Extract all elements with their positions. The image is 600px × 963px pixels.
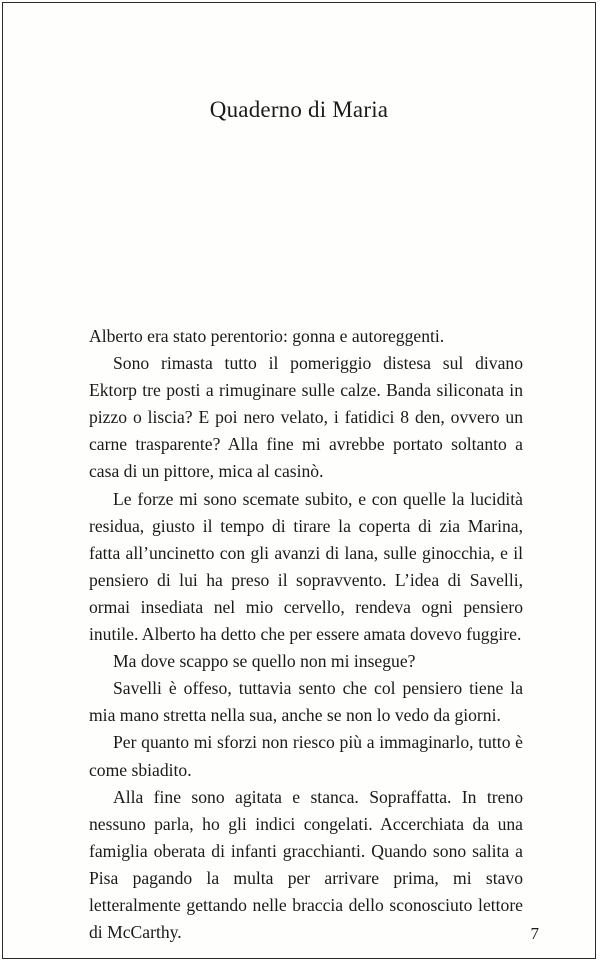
paragraph-6: Per quanto mi sforzi non riesco più a immaginarlo, tutto è come sbiadito. [89,732,523,780]
chapter-title: Quaderno di Maria [209,97,389,122]
paragraph-5: Savelli è offeso, tuttavia sento che col pensiero tiene la mia mano stretta nella sua, anche se non lo vedo da giorni. [89,678,523,726]
paragraph-3: Le forze mi sono scemate subito, e con quelle la lucidità residua, giusto il tempo di tirare la coperta di zia Marina, fatta all’uncinetto con gli avanzi di lana, sulle ginocchia, e il pensiero di lui ha preso il sopravvento. L’idea di Savelli, ormai insediata nel mio cervello, rendeva ogni pensiero inutile. Alberto ha detto che per essere amata dovevo fuggire. [89,488,523,645]
paragraph-2: Sono rimasta tutto il pomeriggio distesa sul divano Ektorp tre posti a rimuginare sulle calze. Banda siliconata in pizzo o liscia? E poi nero velato, i fatidici 8 den, ovvero un carne trasparente? Alla fine mi avrebbe portato soltanto a casa di un pittore, mica al casinò. [89,353,523,482]
body-text [89,323,523,946]
paragraph-7: Alla fine sono agitata e stanca. Sopraffatta. In treno nessuno parla, ho gli indici congelati. Accerchiata da una famiglia oberata di infanti gracchianti. Quando sono salita a Pisa pagando la multa per arrivare prima, mi stavo letteralmente gettando nelle braccia dello sconosciuto lettore di McCarthy. [89,786,523,943]
page-number: 7 [530,924,539,943]
paragraph-1: Alberto era stato perentorio: gonna e autoreggenti. [89,326,445,346]
book-page [2,2,596,959]
paragraph-4: Ma dove scappo se quello non mi insegue? [113,651,416,672]
